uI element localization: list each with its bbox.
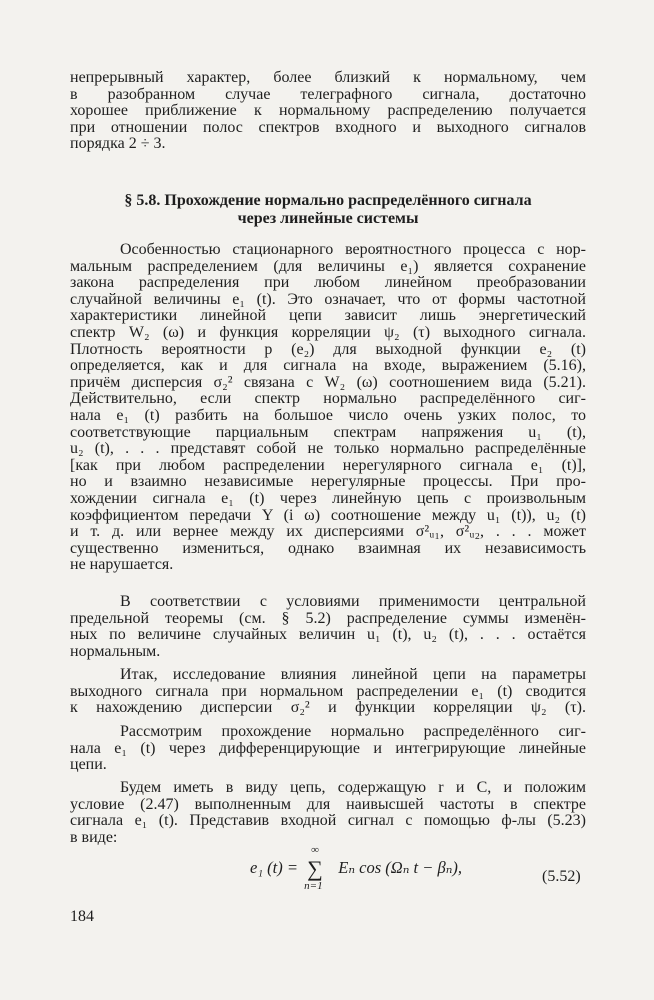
text-line: при отношении полос спектров входного и выходного сигналов [70,119,586,136]
text-line: нала e₁ (t) разбить на большое число очень узких полос, то [70,407,586,424]
text-line: закона распределения при любом линейном преобразовании [70,275,586,292]
sum-symbol: ∑ [307,856,323,882]
equation-5-52 [250,844,463,893]
text-line: мальным распределением (для величины e₁) является сохранение [70,258,586,275]
text-line: Действительно, если спектр нормально распределённого сиг- [70,391,586,408]
intro-paragraph [70,70,586,153]
text-line: характеристики линейной цепи зависит лишь энергетический [70,308,586,325]
paragraph-2 [70,594,586,660]
text-line: Будем иметь в виду цепь, содержащую r и C, и положим [120,780,586,796]
text-line: существенно измениться, однако взаимная их независимость [70,540,586,557]
section-title [70,192,586,228]
text-line: Плотность вероятности p (e₂) для выходной функции e₂ (t) [70,341,586,358]
text-line: условие (2.47) выполненным для наивысшей частоты в спектре [70,796,586,813]
text-line: хорошее приближение к нормальному распределению получается [70,103,586,120]
text-line: предельной теоремы (см. § 5.2) распределение суммы изменён- [70,610,586,627]
text-line: в разобранном случае телеграфного сигнала, достаточно [70,86,586,103]
text-line: спектр W₂ (ω) и функция корреляции ψ₂ (τ) выходного сигнала. [70,324,586,341]
sum-lower-limit: n=1 [304,880,323,893]
text-line: u₂ (t), . . . представят собой не только нормально распределённые [70,441,586,458]
paragraph-1 [70,242,586,574]
section-title-line: через линейные системы [237,210,419,227]
text-line: и т. д. или вернее между их дисперсиями σ²ᵤ₁, σ²ᵤ₂, . . . может [70,524,586,541]
section-title-line: § 5.8. Прохождение нормально распределённого сигнала [124,192,532,209]
text-line: Итак, исследование влияния линейной цепи на параметры [120,667,586,683]
text-line: В соответствии с условиями применимости центральной [120,594,586,610]
text-line: случайной величины e₁ (t). Это означает, что от формы частотной [70,291,586,308]
text-line: причём дисперсия σ₂² связана с W₂ (ω) соотношением вида (5.21). [70,374,586,391]
text-line: нормальным. [70,643,161,660]
text-line: хождении сигнала e₁ (t) через линейную цепь с произвольным [70,490,586,507]
text-line: коэффициентом передачи Y (i ω) соотношение между u₁ (t)), u₂ (t) [70,507,586,524]
page-number: 184 [70,908,94,925]
text-line: к нахождению дисперсии σ₂² и функции корреляции ψ₂ (τ). [70,700,586,717]
text-line: сигнала e₁ (t). Представив входной сигнал с помощью ф-лы (5.23) [70,813,586,830]
text-line: в виде: [70,829,118,846]
paragraph-4 [70,724,586,774]
text-line: Особенностью стационарного вероятностного процесса с нор- [120,242,586,258]
text-line: выходного сигнала при нормальном распределении e₁ (t) сводится [70,683,586,700]
text-line: ных по величине случайных величин u₁ (t), u₂ (t), . . . остаётся [70,627,586,644]
equation-number: (5.52) [542,868,581,885]
formula-lhs: e₁ (t) = [250,858,299,877]
text-line: [как при любом распределении нерегулярного сигнала e₁ (t)], [70,457,586,474]
text-line: Рассмотрим прохождение нормально распределённого сиг- [120,724,586,740]
text-line: нала e₁ (t) через дифференцирующие и интегрирующие линейные [70,740,586,757]
paragraph-5 [70,780,586,846]
text-line: порядка 2 ÷ 3. [70,136,166,153]
text-line: не нарушается. [70,557,174,574]
sum-upper-limit: ∞ [311,844,319,857]
text-line: соответствующие парциальным спектрам напряжения u₁ (t), [70,424,586,441]
summation [304,844,332,893]
text-line: цепи. [70,757,107,774]
text-line: непрерывный характер, более близкий к нормальному, чем [70,70,586,86]
text-line: но и взаимно независимые нерегулярные процессы. При про- [70,474,586,491]
formula-rhs: Eₙ cos (Ωₙ t − βₙ), [338,858,463,877]
text-line: определяется, как и для сигнала на входе, выражением (5.16), [70,358,586,375]
paragraph-3 [70,667,586,717]
